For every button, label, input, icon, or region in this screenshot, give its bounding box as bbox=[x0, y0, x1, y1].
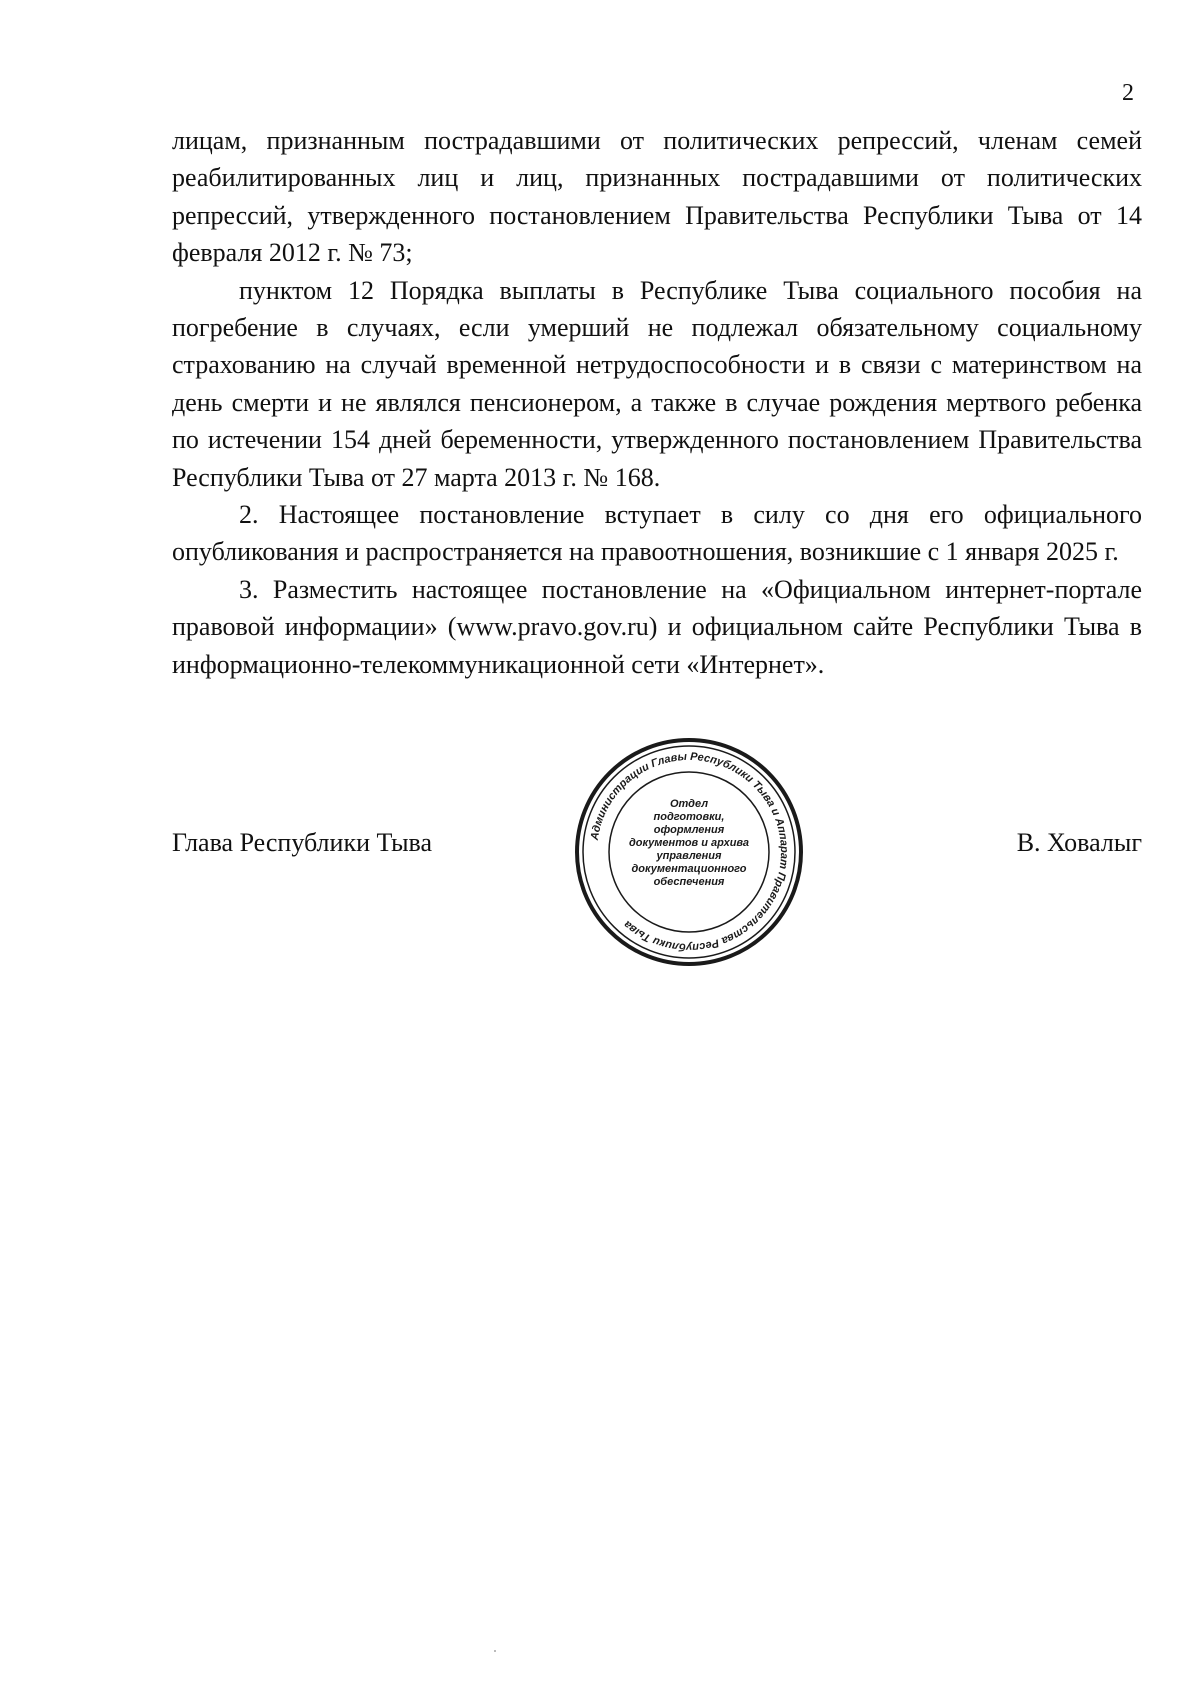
signature-title: Глава Республики Тыва bbox=[172, 828, 433, 857]
page-number: 2 bbox=[1122, 80, 1134, 106]
seal-line: управления bbox=[656, 850, 722, 862]
seal-line: оформления bbox=[653, 824, 725, 836]
official-seal bbox=[573, 736, 805, 968]
paragraph-clause-2: 2. Настоящее постановление вступает в силу со дня его официального опубликования и распространяется на правоотношения, возникшие с 1 января 2025 г. bbox=[172, 500, 1142, 567]
seal-line: Отдел bbox=[669, 798, 709, 810]
seal-line: документационного bbox=[631, 863, 747, 875]
scan-artifact-dot bbox=[494, 1650, 496, 1652]
paragraph-clause-3: 3. Разместить настоящее постановление на «Официальном интернет-портале правовой информации» (www.pravo.gov.ru) и официальном сайте Республики Тыва в информационно-телекоммуникационной сети «Интернет». bbox=[172, 574, 1142, 679]
seal-line: документов и архива bbox=[628, 837, 750, 849]
signature-name: В. Ховалыг bbox=[1016, 828, 1142, 857]
seal-ring-text: Администрации Главы Республики Тыва и Аппарат Правительства Республики Тыва bbox=[588, 750, 791, 954]
seal-line: обеспечения bbox=[653, 876, 725, 888]
seal-line: подготовки, bbox=[653, 811, 725, 823]
paragraph-item-12: пунктом 12 Порядка выплаты в Республике Тыва социального пособия на погребение в случаях, если умерший не подлежал обязательному социальному страхованию на случай временной нетрудоспособности и в связи с материнством на день смерти и не являлся пенсионером, а также в случае рождения мертвого ребенка по истечении 154 дней беременности, утвержденного постановлением Правительства Республики Тыва от 27 марта 2013 г. № 168. bbox=[172, 275, 1142, 492]
seal-center-text bbox=[573, 798, 805, 889]
document-body bbox=[172, 122, 1142, 683]
paragraph-continuation: лицам, признанным пострадавшими от политических репрессий, членам семей реабилитированных лиц и лиц, признанных пострадавшими от политических репрессий, утвержденного постановлением Правительства Республики Тыва от 14 февраля 2012 г. № 73; bbox=[172, 126, 1142, 268]
